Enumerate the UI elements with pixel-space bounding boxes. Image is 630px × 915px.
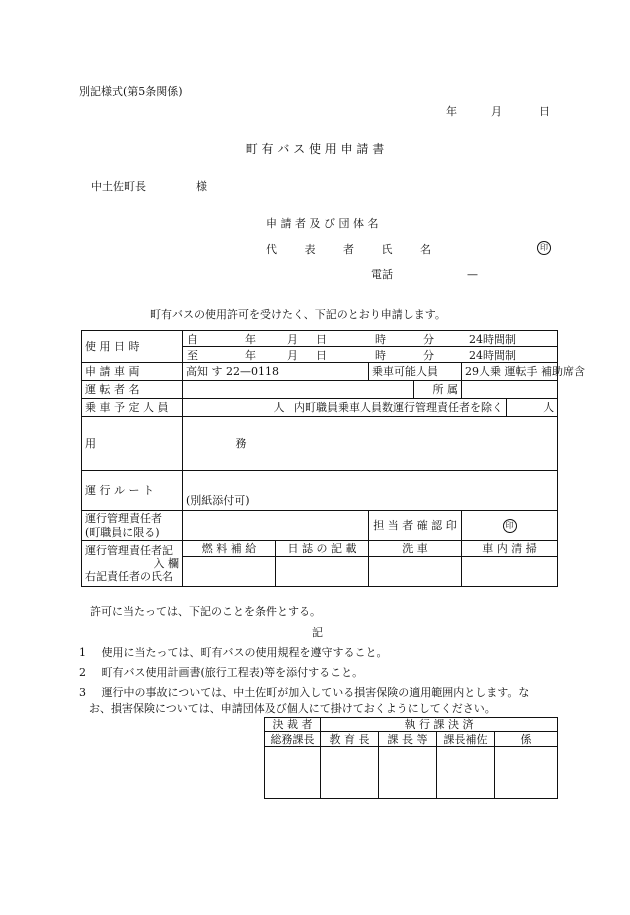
driver-name-field[interactable] — [183, 381, 414, 399]
vehicle-label: 申 請 車 両 — [82, 363, 183, 381]
record-label — [82, 541, 183, 587]
rep-seal-icon — [537, 241, 551, 255]
record-label-line3: 右記責任者の氏名 — [85, 570, 173, 583]
date-month-label: 月 — [491, 105, 502, 118]
condition-text: 運行中の事故については、中土佐町が加入している損害保険の適用範囲内とします。な — [101, 686, 530, 699]
conditions-heading: 記 — [312, 626, 323, 639]
approval-stamp-somu[interactable] — [265, 747, 321, 799]
wash-label: 洗 車 — [369, 541, 462, 557]
condition-num: 2 — [79, 666, 86, 679]
to-year-unit: 年 — [245, 349, 256, 362]
staff-seal-icon: 印 — [503, 519, 517, 533]
approval-stamp-kacho[interactable] — [379, 747, 437, 799]
from-hour-unit: 時 — [375, 333, 386, 346]
condition-num: 3 — [79, 686, 86, 699]
manager-label — [82, 511, 183, 541]
conditions-intro: 許可に当たっては、下記のことを条件とする。 — [90, 605, 321, 618]
usage-from-row[interactable] — [183, 331, 558, 347]
route-note: (別紙添付可) — [186, 494, 250, 507]
condition-item-2 — [79, 667, 363, 678]
route-field[interactable] — [183, 471, 558, 511]
from-month-unit: 月 — [287, 333, 298, 346]
decision-label: 決 裁 者 — [265, 718, 321, 732]
from-mark: 自 — [187, 333, 198, 346]
page-title: 町 有 バ ス 使 用 申 請 書 — [245, 142, 385, 156]
record-label-line2: 入 欄 — [153, 557, 179, 570]
applicant-rep-label-text: 代 表 者 氏 名 — [266, 243, 443, 256]
date-day-label: 日 — [539, 105, 550, 118]
to-hour-unit: 時 — [375, 349, 386, 362]
addressee: 中土佐町長 — [91, 180, 146, 193]
fuel-label: 燃 料 補 給 — [183, 541, 276, 557]
fuel-name-field[interactable] — [183, 557, 276, 587]
staff-seal-label: 担 当 者 確 認 印 — [369, 511, 462, 541]
date-year-label: 年 — [446, 105, 457, 118]
approval-stamp-kachohosa[interactable] — [437, 747, 495, 799]
purpose-label: 用 務 — [85, 437, 315, 450]
to-clock-note: 24時間制 — [469, 349, 516, 362]
condition-item-3 — [79, 687, 529, 698]
approval-col-kachohosa: 課長補佐 — [437, 732, 495, 747]
from-day-unit: 日 — [316, 333, 327, 346]
approval-col-somu: 総務課長 — [265, 732, 321, 747]
to-month-unit: 月 — [287, 349, 298, 362]
phone-label: 電話 — [371, 268, 393, 281]
route-label: 運 行 ル ー ト — [82, 471, 183, 511]
seal-mark: 印 — [537, 241, 551, 255]
approval-table — [264, 717, 558, 799]
application-form-table — [81, 330, 585, 587]
to-mark: 至 — [187, 349, 198, 362]
form-number: 別記様式(第5条関係) — [79, 85, 183, 98]
passengers-unit-2[interactable]: 人 — [507, 399, 558, 417]
passengers-label: 乗 車 予 定 人 員 — [82, 399, 183, 417]
log-label: 日 誌 の 記 載 — [276, 541, 369, 557]
staff-seal-field[interactable] — [462, 511, 558, 541]
passengers-field[interactable] — [183, 399, 507, 417]
approval-col-kacho: 課 長 等 — [379, 732, 437, 747]
capacity-label: 乗車可能人員 — [369, 363, 462, 381]
manager-label-line2: (町職員に限る) — [85, 525, 160, 539]
from-clock-note: 24時間制 — [469, 333, 516, 346]
manager-name-field[interactable] — [183, 511, 369, 541]
passengers-unit: 人 — [273, 401, 285, 414]
approval-col-kakari: 係 — [495, 732, 558, 747]
manager-label-line1: 運行管理責任者 — [85, 511, 162, 525]
usage-to-row[interactable] — [183, 347, 558, 363]
record-label-line1: 運行管理責任者記 — [85, 544, 173, 557]
usage-datetime-label: 使 用 日 時 — [82, 331, 183, 363]
vehicle-value: 高知 す 22—0118 — [183, 363, 369, 381]
capacity-value: 29人乗 運転手 補助席含 — [462, 363, 558, 381]
affiliation-label: 所 属 — [414, 381, 462, 399]
applicant-org-label: 申 請 者 及 び 団 体 名 — [266, 217, 379, 230]
condition-text: 町有バス使用計画書(旅行工程表)等を添付すること。 — [101, 666, 364, 679]
to-day-unit: 日 — [316, 349, 327, 362]
exec-label: 執 行 課 決 済 — [321, 718, 558, 732]
condition-num: 1 — [79, 646, 86, 659]
phone-dash: — — [467, 268, 478, 281]
wash-name-field[interactable] — [369, 557, 462, 587]
passengers-note: 内町職員乗車人員数運行管理責任者を除く — [294, 401, 503, 414]
to-minute-unit: 分 — [423, 349, 434, 362]
approval-stamp-kyoikucho[interactable] — [321, 747, 379, 799]
log-name-field[interactable] — [276, 557, 369, 587]
approval-col-kyoikucho: 教 育 長 — [321, 732, 379, 747]
affiliation-field[interactable] — [462, 381, 558, 399]
addressee-honorific: 様 — [196, 180, 207, 193]
intro-text: 町有バスの使用許可を受けたく、下記のとおり申請します。 — [150, 308, 446, 321]
purpose-label-cell — [82, 417, 315, 471]
driver-label: 運 転 者 名 — [82, 381, 183, 399]
condition-text: 使用に当たっては、町有バスの使用規程を遵守すること。 — [101, 646, 388, 659]
condition-item-1 — [79, 647, 388, 658]
from-year-unit: 年 — [245, 333, 256, 346]
approval-stamp-kakari[interactable] — [495, 747, 558, 799]
cleaning-name-field[interactable] — [462, 557, 558, 587]
condition-item-3-cont: お、損害保険については、申請団体及び個人にて掛けておくようにしてください。 — [89, 702, 496, 715]
from-minute-unit: 分 — [423, 333, 434, 346]
cleaning-label: 車 内 清 掃 — [462, 541, 558, 557]
applicant-rep-label — [266, 243, 443, 256]
